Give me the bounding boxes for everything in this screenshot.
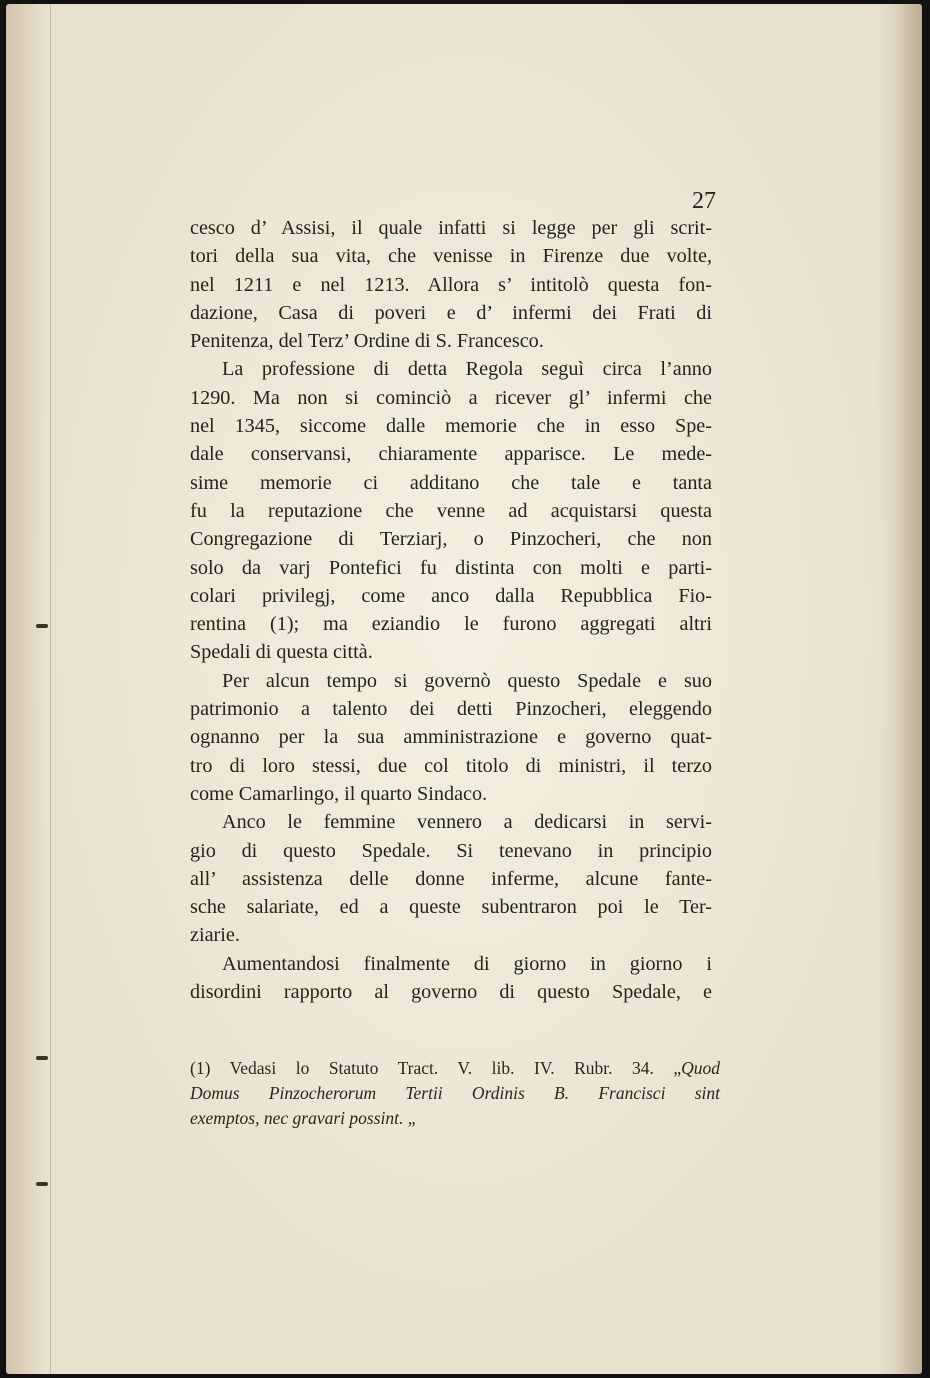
book-page xyxy=(6,4,922,1374)
text-line: fu la reputazione che venne ad acquistarsi questa xyxy=(190,499,712,522)
text-line: sche salariate, ed a queste subentraron poi le Ter- xyxy=(190,896,712,919)
text-line: nel 1211 e nel 1213. Allora s’ intitolò questa fon- xyxy=(190,273,712,296)
text-line: solo da varj Pontefici fu distinta con molti e parti- xyxy=(190,556,712,579)
text-line: dale conservansi, chiaramente apparisce. Le mede- xyxy=(190,443,712,466)
page-edge-shadow xyxy=(894,4,922,1374)
text-line: gio di questo Spedale. Si tenevano in principio xyxy=(190,839,712,862)
text-line: Per alcun tempo si governò questo Spedale e suo xyxy=(222,669,712,692)
text-line: Anco le femmine vennero a dedicarsi in servi- xyxy=(222,811,712,834)
text-line: sime memorie ci additano che tale e tanta xyxy=(190,471,712,494)
text-line: tori della sua vita, che venisse in Firenze due volte, xyxy=(190,245,712,268)
text-line: disordini rapporto al governo di questo Spedale, e xyxy=(190,981,712,1004)
text-line: Aumentandosi finalmente di giorno in giorno i xyxy=(222,952,712,975)
text-line: all’ assistenza delle donne inferme, alcune fante- xyxy=(190,867,712,890)
text-line: rentina (1); ma eziandio le furono aggregati altri xyxy=(190,613,712,636)
text-line: dazione, Casa di poveri e d’ infermi dei Frati di xyxy=(190,301,712,324)
text-line: Spedali di questa città. xyxy=(190,641,373,664)
footnote-line: exemptos, nec gravari possint. „ xyxy=(190,1108,418,1128)
footnote-line-roman: (1) Vedasi lo Statuto Tract. V. lib. IV. Rubr. 34. „ xyxy=(190,1058,682,1078)
footnote xyxy=(190,1056,720,1131)
text-line: La professione di detta Regola seguì circa l’anno xyxy=(222,358,712,381)
binding-stitch xyxy=(36,1182,48,1186)
text-line: Penitenza, del Terz’ Ordine di S. Francesco. xyxy=(190,330,544,353)
footnote-line-italic: Quod xyxy=(681,1058,720,1078)
text-line: nel 1345, siccome dalle memorie che in esso Spe- xyxy=(190,415,712,438)
text-line: Congregazione di Terziarj, o Pinzocheri, che non xyxy=(190,528,712,551)
footnote-line: Domus Pinzocherorum Tertii Ordinis B. Francisci sint xyxy=(190,1083,720,1103)
text-line: colari privilegj, come anco dalla Repubblica Fio- xyxy=(190,584,712,607)
binding-stitch xyxy=(36,1056,48,1060)
text-line: ziarie. xyxy=(190,924,240,947)
text-line: patrimonio a talento dei detti Pinzocheri, eleggendo xyxy=(190,698,712,721)
page-number: 27 xyxy=(692,188,716,214)
text-line: 1290. Ma non si cominciò a ricever gl’ infermi che xyxy=(190,386,712,409)
binding-edge xyxy=(20,4,51,1374)
text-line: cesco d’ Assisi, il quale infatti si legge per gli scrit- xyxy=(190,217,712,239)
text-line: tro di loro stessi, due col titolo di ministri, il terzo xyxy=(190,754,712,777)
text-line: ognanno per la sua amministrazione e governo quat- xyxy=(190,726,712,749)
body-text xyxy=(190,214,712,1006)
binding-stitch xyxy=(36,624,48,628)
footnote-line xyxy=(190,1056,720,1081)
text-line: come Camarlingo, il quarto Sindaco. xyxy=(190,782,488,805)
